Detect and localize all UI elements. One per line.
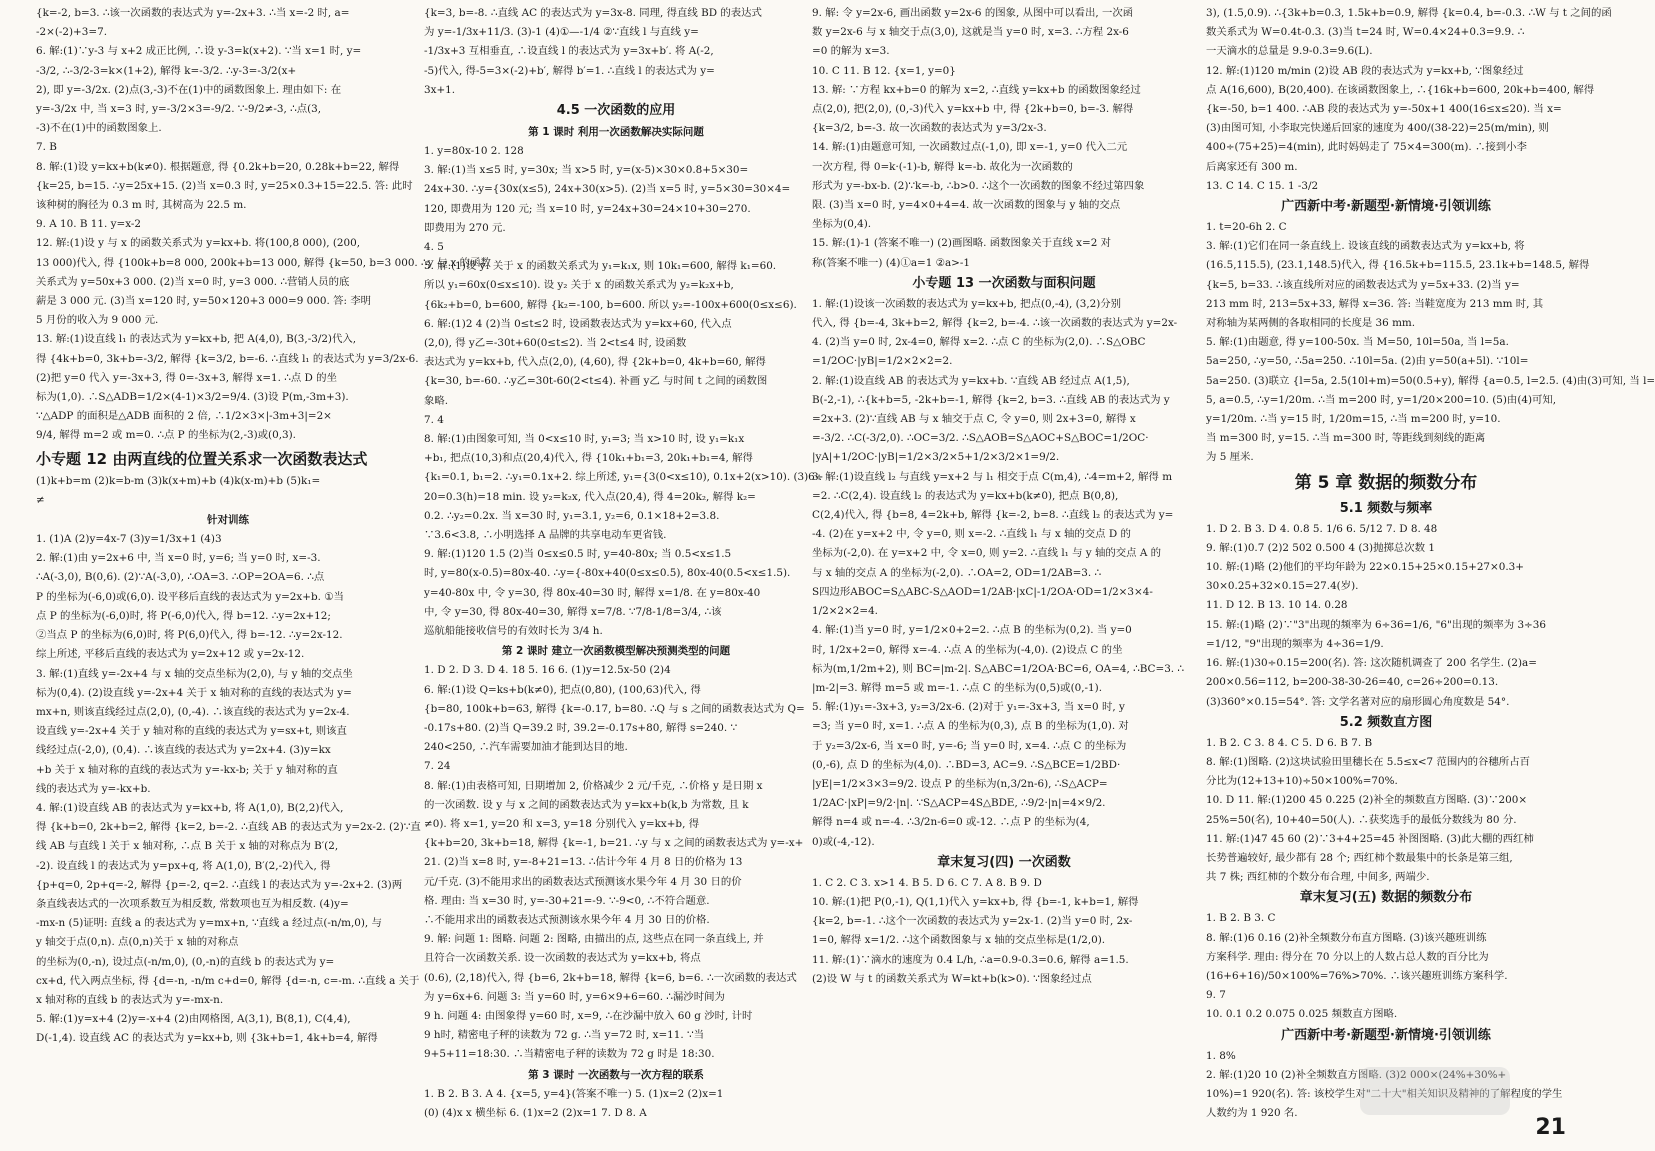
answer-line: {k=25, b=15. ∴y=25x+15. (2)当 x=0.3 时, y=25×0.3+15=22.5. 答: 此时 bbox=[36, 179, 413, 192]
answer-line: 标为(0,4). (2)设直线 y=-2x+4 关于 x 轴对称的直线的表达式为 y= bbox=[36, 686, 352, 699]
answer-line: 8. 解:(1)6 0.16 (2)补全频数分布直方图略. (3)该兴趣班训练 bbox=[1206, 931, 1487, 944]
answer-line: 11. 解:(1)47 45 60 (2)∵3+4+25=45 补图图略. (3)此大棚的西红柿 bbox=[1206, 832, 1534, 845]
answer-line: 9 h时, 精密电子秤的读数为 72 g. ∴当 y=72 时, x=11. ∵当 bbox=[424, 1029, 704, 1042]
answer-line: 标为(1,0). ∴S△ADB=1/2×(4-1)×3/2=9/4. (3)设 P(m,-3m+3). bbox=[36, 391, 349, 404]
answer-line: 得 {k+b=0, 2k+b=2, 解得 {k=2, b=-2. ∴直线 AB 的表达式为 y=2x-2. (2)∵直 bbox=[36, 821, 421, 834]
answer-line: 8. 解:(1)设 y=kx+b(k≠0). 根据题意, 得 {0.2k+b=20, 0.28k+b=22, 解得 bbox=[36, 160, 400, 173]
answer-line: 3. 解:(1)设直线 l₂ 与直线 y=x+2 与 l₁ 相交于点 C(m,4), ∴4=m+2, 解得 m bbox=[812, 470, 1173, 483]
answer-line: 0.2. ∴y₂=0.2x. 当 x=30 时, y₁=3.1, y₂=6, 0.1×18+2=3.8. bbox=[424, 509, 720, 522]
lesson-heading: 针对训练 bbox=[207, 514, 249, 527]
answer-line: {k=3, b=-8. ∴直线 AC 的表达式为 y=3x-8. 同理, 得直线 BD 的表达式 bbox=[424, 7, 762, 19]
answer-line: 为 5 厘米. bbox=[1206, 451, 1254, 464]
answer-line: 与 x 轴的交点 A 的坐标为(-2,0). ∴OA=2, OD=1/2AB=3. ∴ bbox=[812, 566, 1102, 579]
answer-line: 关系式为 y=50x+3 000. (2)当 x=0 时, y=3 000. ∴营销人员的底 bbox=[36, 275, 350, 288]
answer-line: (0) (4)x x 横坐标 6. (1)x=2 (2)x=1 7. D 8. A bbox=[424, 1106, 647, 1119]
answer-line: 的坐标为(0,-n), 设过点(-n/m,0), (0,-n)的直线 b 的表达式为 y= bbox=[36, 955, 335, 968]
answer-line: 21. (2)当 x=8 时, y=-8+21=13. ∴估计今年 4 月 8 日的价格为 13 bbox=[424, 856, 743, 869]
answer-line: (2)把 y=0 代入 y=-3x+3, 得 0=-3x+3, 解得 x=1. ∴点 D 的坐 bbox=[36, 371, 337, 384]
answer-line: {k=2, b=-1. ∴这个一次函数的表达式为 y=2x-1. (2)当 y=0 时, 2x- bbox=[812, 915, 1133, 928]
column-4 bbox=[1206, 4, 1655, 1124]
answer-line: 为 y=-1/3x+11/3. (3)-1 (4)①—-1/4 ②∵直线 l 与直线 y= bbox=[424, 26, 699, 39]
answer-line: 标为(m,1/2m+2), 则 BC=|m-2|. S△ABC=1/2OA·BC=6, OA=4, ∴BC=3. ∴ bbox=[812, 662, 1185, 675]
section-heading: 5.1 频数与频率 bbox=[1339, 500, 1433, 516]
answer-line: 象略. bbox=[424, 394, 449, 407]
answer-line: 巡航船能接收信号的有效时长为 3/4 h. bbox=[424, 625, 603, 638]
answer-line: y=1/20m. ∴当 y=15 时, 1/20m=15, ∴当 m=200 时, y=10. bbox=[1206, 413, 1501, 426]
answer-line: 5a=250. (3)联立 {l=5a, 2.5(10l+m)=50(0.5+y), 解得 {a=0.5, l=2.5. (4)由(3)可知, 当 l= bbox=[1206, 374, 1655, 387]
answer-line: 5. 解:(1)y₁=-3x+3, y₂=3/2x-6. (2)对于 y₁=-3x+3, 当 x=0 时, y bbox=[812, 701, 1125, 714]
answer-line: =1/12, "9"出现的频率为 4÷36=1/9. bbox=[1206, 637, 1384, 650]
answer-line: 5 月份的收入为 9 000 元. bbox=[36, 314, 159, 327]
answer-line: 线的表达式为 y=-kx+b. bbox=[36, 782, 151, 795]
answer-line: 6. 解:(1)设 Q=ks+b(k≠0), 把点(0,80), (100,63)代入, 得 bbox=[424, 683, 701, 696]
answer-line: (0.6), (2,18)代入, 得 {b=6, 2k+b=18, 解得 {k=6, b=6. ∴一次函数的表达式 bbox=[424, 971, 797, 984]
answer-line: {k+b=20, 3k+b=18, 解得 {k=-1, b=21. ∴y 与 x 之间的函数表达式为 y=-x+ bbox=[424, 837, 804, 850]
answer-line: 13. 解: ∵方程 kx+b=0 的解为 x=2, ∴直线 y=kx+b 的函数图象经过 bbox=[812, 83, 1141, 96]
answer-line: 30×0.25+32×0.15=27.4(岁). bbox=[1206, 580, 1359, 593]
answer-line: {k=30, b=-60. ∴y乙=30t-60(2<t≤4). 补画 y乙 与时间 t 之间的函数图 bbox=[424, 375, 768, 388]
answer-line: 20=0.3(h)=18 min. 设 y₂=k₂x, 代入点(20,4), 得 4=20k₂, 解得 k₂= bbox=[424, 490, 756, 503]
answer-line: 10. D 11. 解:(1)200 45 0.225 (2)补全的频数直方图略. (3)∵200× bbox=[1206, 794, 1528, 807]
answer-line: {k=-2, b=3. ∴该一次函数的表达式为 y=-2x+3. ∴当 x=-2 时, a= bbox=[36, 7, 350, 19]
answer-line: 5, a=0.5, ∴y=1/20m. ∴当 m=200 时, y=1/20×200=10. (5)由(4)可知, bbox=[1206, 393, 1557, 406]
answer-line: 0)或(-4,-12). bbox=[812, 835, 875, 848]
answer-line: 一天滴水的总量是 9.9-0.3=9.6(L). bbox=[1206, 45, 1373, 58]
answer-line: 形式为 y=-bx-b. (2)∵k=-b, ∴b>0. ∴这个一次函数的图象不经过第四象 bbox=[812, 179, 1145, 192]
answer-line: mx+n, 则该直线经过点(2,0), (0,-4). ∴该直线的表达式为 y=2x-4. bbox=[36, 705, 350, 718]
answer-line: 4. 解:(1)设直线 AB 的表达式为 y=kx+b, 将 A(1,0), B(2,2)代入, bbox=[36, 801, 344, 814]
answer-line: 1. B 2. C 3. 8 4. C 5. D 6. B 7. B bbox=[1206, 736, 1373, 749]
answer-line: 24x+30. ∴y={30x(x≤5), 24x+30(x>5). (2)当 x=5 时, y=5×30=30×4= bbox=[424, 183, 791, 196]
section-heading: 5.2 频数直方图 bbox=[1339, 714, 1433, 730]
answer-line: |yE|=1/2×3×3=9/2. 设点 P 的坐标为(n,3/2n-6), ∴S△ACP= bbox=[812, 777, 1108, 790]
answer-line: -4. (2)在 y=x+2 中, 令 y=0, 则 x=-2. ∴直线 l₁ 与 x 轴的交点 D 的 bbox=[812, 528, 1131, 541]
answer-line: 1. (1)A (2)y=4x-7 (3)y=1/3x+1 (4)3 bbox=[36, 533, 222, 546]
answer-line: 即费用为 270 元. bbox=[424, 221, 506, 234]
answer-line: -mx-n (5)证明: 直线 a 的表达式为 y=mx+n, ∵直线 a 经过点(-n/m,0), 与 bbox=[36, 917, 382, 930]
answer-line: 7. B bbox=[36, 141, 57, 154]
column-3 bbox=[812, 4, 1196, 1124]
answer-line: 4. (2)当 y=0 时, 2x-4=0, 解得 x=2. ∴点 C 的坐标为(2,0). ∴S△OBC bbox=[812, 336, 1146, 349]
answer-line: 6. 解:(1)2 4 (2)当 0≤t≤2 时, 设函数表达式为 y=kx+60, 代入点 bbox=[424, 317, 732, 330]
answer-line: 9. 解:(1)120 1.5 (2)当 0≤x≤0.5 时, y=40-80x; 当 0.5<x≤1.5 bbox=[424, 548, 732, 561]
lesson-heading: 第 2 课时 建立一次函数模型解决预测类型的问题 bbox=[501, 645, 731, 658]
answer-line: (3)360°×0.15=54°. 答: 文学名著对应的扇形圆心角度数是 54°. bbox=[1206, 695, 1510, 708]
answer-line: 14. 解:(1)由题意可知, 一次函数过点(-1,0), 即 x=-1, y=0 代入二元 bbox=[812, 141, 1128, 154]
answer-line: -2). 设直线 l 的表达式为 y=px+q, 将 A(1,0), B′(2,-2)代入, 得 bbox=[36, 859, 331, 872]
section-heading: 小专题 13 一次函数与面积问题 bbox=[912, 275, 1096, 291]
answer-line: 120, 即费用为 120 元; 当 x=10 时, y=24x+30=24×10+30=270. bbox=[424, 202, 751, 215]
answer-line: 1. D 2. D 3. D 4. 18 5. 16 6. (1)y=12.5x-50 (2)4 bbox=[424, 664, 671, 677]
answer-line: 15. 解:(1)略 (2)∵"3"出现的频率为 6÷36=1/6, "6"出现的频率为 3÷36 bbox=[1206, 618, 1546, 631]
answer-line: 后离家还有 300 m. bbox=[1206, 160, 1298, 173]
answer-line: 11. 解:(1)∵滴水的速度为 0.4 L/h, ∴a=0.9-0.3=0.6, 解得 a=1.5. bbox=[812, 953, 1129, 966]
answer-line: 12. 解:(1)120 m/min (2)设 AB 段的表达式为 y=kx+b, ∵图象经过 bbox=[1206, 64, 1524, 77]
answer-line: 2. 解:(1)20 10 (2)补全频数直方图略. (3)2 000×(24%+30%+ bbox=[1206, 1068, 1507, 1081]
answer-line: 10. 解:(1)略 (2)他们的平均年龄为 22×0.15+25×0.15+27×0.3+ bbox=[1206, 561, 1524, 574]
answer-line: 条直线表达式的一次项系数互为相反数, 常数项也互为相反数. (4)y= bbox=[36, 897, 349, 910]
answer-line: 9. 解:(1)0.7 (2)2 502 0.500 4 (3)抛掷总次数 1 bbox=[1206, 541, 1435, 554]
answer-line: ②当点 P 的坐标为(6,0)时, 将 P(6,0)代入, 得 b=-12. ∴y=2x-12. bbox=[36, 629, 343, 642]
answer-line: 且符合一次函数关系. 设一次函数的表达式为 y=kx+b, 将点 bbox=[424, 952, 701, 965]
answer-line: ≠ bbox=[36, 493, 45, 506]
answer-line: |m-2|=3. 解得 m=5 或 m=-1. ∴点 C 的坐标为(0,5)或(0,-1). bbox=[812, 681, 1103, 694]
answer-line: 3x+1. bbox=[424, 83, 456, 96]
answer-line: 线经过点(-2,0), (0,4). ∴该直线的表达式为 y=2x+4. (3)y=kx bbox=[36, 744, 331, 757]
answer-line: y=-3/2x 中, 当 x=3 时, y=-3/2×3=-9/2. ∵-9/2≠-3, ∴点(3, bbox=[36, 103, 322, 116]
answer-line: 4. 解:(1)当 y=0 时, y=1/2×0+2=2. ∴点 B 的坐标为(0,2). 当 y=0 bbox=[812, 624, 1132, 637]
answer-line: 中, 令 y=30, 得 80x-40=30, 解得 x=7/8. ∵7/8-1/8=3/4, ∴该 bbox=[424, 605, 722, 618]
section-heading: 广西新中考·新题型·新情境·引领训练 bbox=[1281, 1027, 1491, 1043]
answer-line: {k₁=0.1, b₁=2. ∴y₁=0.1x+2. 综上所述, y₁={3(0<x≤10), 0.1x+2(x>10). (3)6÷ bbox=[424, 471, 824, 484]
answer-line: 12. 解:(1)设 y 与 x 的函数关系式为 y=kx+b. 将(100,8 000), (200, bbox=[36, 237, 361, 250]
answer-line: -5)代入, 得-5=3×(-2)+b′, 解得 b′=1. ∴直线 l 的表达式为 y= bbox=[424, 64, 715, 77]
answer-line: P 的坐标为(-6,0)或(6,0). 设平移后直线的表达式为 y=2x+b. ①当 bbox=[36, 590, 344, 603]
answer-line: ≠0). 将 x=1, y=20 和 x=3, y=18 分别代入 y=kx+b, 得 bbox=[424, 817, 700, 830]
answer-line: 表达式为 y=kx+b, 代入点(2,0), (4,60), 得 {2k+b=0, 4k+b=60, 解得 bbox=[424, 356, 766, 369]
answer-line: 10. 解:(1)把 P(0,-1), Q(1,1)代入 y=kx+b, 得 {b=-1, k+b=1, 解得 bbox=[812, 895, 1139, 908]
answer-line: 1. D 2. B 3. D 4. 0.8 5. 1/6 6. 5/12 7. D 8. 48 bbox=[1206, 522, 1438, 535]
answer-line: 13. C 14. C 15. 1 -3/2 bbox=[1206, 179, 1319, 192]
answer-line: |yA|+1/2OC·|yB|=1/2×3/2×5+1/2×3/2×1=9/2. bbox=[812, 451, 1060, 464]
answer-line: 8. 解:(1)由图象可知, 当 0<x≤10 时, y₁=3; 当 x>10 时, 设 y₁=k₁x bbox=[424, 433, 745, 446]
answer-line: 为 y=6x+6. 问题 3: 当 y=60 时, y=6×9+6=60. ∴漏沙时间为 bbox=[424, 990, 725, 1003]
answer-line: 10. 0.1 0.2 0.075 0.025 频数直方图略. bbox=[1206, 1008, 1398, 1021]
answer-line: B(-2,-1), ∴{k+b=5, -2k+b=-1, 解得 {k=2, b=3. ∴直线 AB 的表达式为 y bbox=[812, 393, 1170, 406]
answer-line: {p+q=0, 2p+q=-2, 解得 {p=-2, q=2. ∴直线 l 的表达式为 y=-2x+2. (3)两 bbox=[36, 878, 403, 891]
answer-line: -2×(-2)+3=7. bbox=[36, 26, 107, 39]
answer-line: +b 关于 x 轴对称的直线的表达式为 y=-kx-b; 关于 y 轴对称的直 bbox=[36, 763, 338, 776]
watermark-logo bbox=[1360, 1067, 1510, 1115]
answer-line: C(2,4)代入, 得 {b=8, 4=2k+b, 解得 {k=-2, b=8. ∴直线 l₂ 的表达式为 y= bbox=[812, 509, 1174, 522]
answer-line: 综上所述, 平移后直线的表达式为 y=2x+12 或 y=2x-12. bbox=[36, 648, 305, 661]
answer-line: 薪是 3 000 元. (3)当 x=120 时, y=50×120+3 000=9 000. 答: 李明 bbox=[36, 295, 372, 308]
answer-line: 13 000)代入, 得 {100k+b=8 000, 200k+b=13 000, 解得 {k=50, b=3 000. ∴y 与 x 的函数 bbox=[36, 256, 491, 269]
answer-line: 7. 24 bbox=[424, 760, 451, 773]
answer-line: 得 {4k+b=0, 3k+b=-3/2, 解得 {k=3/2, b=-6. ∴直线 l₁ 的表达式为 y=3/2x-6. bbox=[36, 352, 419, 365]
lesson-heading: 第 3 课时 一次函数与一次方程的联系 bbox=[528, 1068, 704, 1081]
answer-line: 限. (3)当 x=0 时, y=4×0+4=4. 故一次函数的图象与 y 轴的交点 bbox=[812, 199, 1121, 212]
answer-line: 9+5+11=18:30. ∴当精密电子秤的读数为 72 g 时是 18:30. bbox=[424, 1048, 715, 1061]
answer-line: 8. 解:(1)图略. (2)这块试验田里穗长在 5.5≤x<7 范围内的谷穗所占百 bbox=[1206, 755, 1530, 768]
answer-line: (2)设 W 与 t 的函数关系式为 W=kt+b(k>0). ∵图象经过点 bbox=[812, 972, 1092, 985]
answer-line: 1. B 2. B 3. A 4. {x=5, y=4}(答案不唯一) 5. (1)x=2 (2)x=1 bbox=[424, 1087, 724, 1100]
answer-line: 3), (1.5,0.9). ∴{3k+b=0.3, 1.5k+b=0.9, 解得 {k=0.4, b=-0.3. ∴W 与 t 之间的函 bbox=[1206, 7, 1612, 19]
answer-line: 长势普遍较好, 最少都有 28 个; 西红柿个数最集中的长条是第三组, bbox=[1206, 851, 1513, 864]
answer-line: 3. 解:(1)它们在同一条直线上. 设该直线的函数表达式为 y=kx+b, 将 bbox=[1206, 240, 1525, 253]
answer-line: S四边形ABOC=S△ABC-S△AOD=1/2AB·|xC|-1/2OA·OD=1/2×3×4- bbox=[812, 585, 1153, 598]
answer-line: (16+6+16)/50×100%=76%>70%. ∴该兴趣班训练方案科学. bbox=[1206, 969, 1508, 982]
answer-line: 400÷(75+25)=4(min), 此时妈妈走了 75×4=300(m). ∴接到小李 bbox=[1206, 141, 1527, 154]
answer-line: 9/4, 解得 m=2 或 m=0. ∴点 P 的坐标为(2,-3)或(0,3). bbox=[36, 429, 296, 442]
answer-line: 线 AB 与直线 l 关于 x 轴对称, ∴点 B 关于 x 轴的对称点为 B′(2, bbox=[36, 840, 339, 853]
section-heading: 4.5 一次函数的应用 bbox=[556, 103, 676, 119]
answer-line: 7. 4 bbox=[424, 413, 444, 426]
answer-line: 1. 8% bbox=[1206, 1049, 1236, 1062]
answer-line: 一次方程, 得 0=k·(-1)-b, 解得 k=-b. 故化为一次函数的 bbox=[812, 160, 1073, 173]
answer-line: 3. 解:(1)当 x≤5 时, y=30x; 当 x>5 时, y=(x-5)×30×0.8+5×30= bbox=[424, 164, 749, 177]
answer-line: ∴A(-3,0), B(0,6). (2)∵A(-3,0), ∴OA=3. ∴OP=2OA=6. ∴点 bbox=[36, 571, 325, 584]
answer-line: 点(2,0), 把(2,0), (0,-3)代入 y=kx+b 中, 得 {2k+b=0, b=-3. 解得 bbox=[812, 103, 1134, 116]
answer-line: {b=80, 100k+b=63, 解得 {k=-0.17, b=80. ∴Q 与 s 之间的函数表达式为 Q= bbox=[424, 702, 805, 715]
answer-line: {k=-50, b=1 400. ∴AB 段的表达式为 y=-50x+1 400(16≤x≤20). 当 x= bbox=[1206, 103, 1562, 116]
answer-line: 格. 理由: 当 x=30 时, y=-30+21=-9. ∵-9<0, ∴不符合题意. bbox=[424, 894, 710, 907]
answer-line: 15. 解:(1)-1 (答案不唯一) (2)画图略. 函数图象关于直线 x=2 对 bbox=[812, 237, 1112, 250]
answer-line: -0.17s+80. (2)当 Q=39.2 时, 39.2=-0.17s+80, 解得 s=240. ∵ bbox=[424, 721, 738, 734]
answer-line: 25%=50(名), 10+40=50(人). ∴获奖选手的最低分数线为 80 分. bbox=[1206, 813, 1517, 826]
answer-line: ∵3.6<3.8, ∴小明选择 A 品牌的共享电动车更省钱. bbox=[424, 529, 667, 542]
answer-line: 9. 解: 问题 1: 图略. 问题 2: 图略, 由描出的点, 这些点在同一条直线上, 并 bbox=[424, 933, 764, 946]
answer-line: (0,-6), 点 D 的坐标为(4,0). ∴BD=3, AC=9. ∴S△BCE=1/2BD· bbox=[812, 758, 1121, 771]
answer-line: ∵△ADP 的面积是△ADB 面积的 2 倍, ∴1/2×3×|-3m+3|=2× bbox=[36, 410, 332, 423]
answer-line: 1. t=20-6h 2. C bbox=[1206, 221, 1287, 234]
answer-line: 1. y=80x-10 2. 128 bbox=[424, 145, 524, 158]
answer-line: 4. 5 bbox=[424, 241, 444, 254]
answer-line: 2), 即 y=-3/2x. (2)点(3,-3)不在(1)中的函数图象上. 理由如下: 在 bbox=[36, 83, 342, 96]
answer-line: 9. A 10. B 11. y=x-2 bbox=[36, 218, 141, 231]
answer-line: 5. 解:(1)y=x+4 (2)y=-x+4 (2)由网格图, A(3,1), B(8,1), C(4,4), bbox=[36, 1013, 351, 1026]
answer-line: =-3/2. ∴C(-3/2,0). ∴OC=3/2. ∴S△AOB=S△AOC+S△BOC=1/2OC· bbox=[812, 432, 1149, 445]
answer-line: =3; 当 y=0 时, x=1. ∴点 A 的坐标为(0,3), 点 B 的坐标为(1,0). 对 bbox=[812, 720, 1129, 733]
answer-line: -1/3x+3 互相垂直, ∴设直线 l 的表达式为 y=3x+b′. 将 A(-2, bbox=[424, 45, 714, 58]
answer-line: 1/2×2×2=4. bbox=[812, 605, 878, 618]
answer-line: 1. C 2. C 3. x>1 4. B 5. D 6. C 7. A 8. B 9. D bbox=[812, 876, 1042, 889]
answer-line: 时, 1/2x+2=0, 解得 x=-4. ∴点 A 的坐标为(-4,0). (2)设点 C 的坐 bbox=[812, 643, 1123, 656]
answer-line: 坐标为(-2,0). 在 y=x+2 中, 令 x=0, 则 y=2. ∴直线 l₁ 与 y 轴的交点 A 的 bbox=[812, 547, 1162, 560]
answer-line: (1)k+b=m (2)k=b-m (3)k(x+m)+b (4)k(x-m)+b (5)k₁= bbox=[36, 474, 321, 487]
answer-line: 10. C 11. B 12. {x=1, y=0} bbox=[812, 64, 956, 77]
answer-line: 5a=250, ∴y=50, ∴5a=250. ∴10l=5a. (2)由 y=50(a+5l). ∵10l= bbox=[1206, 355, 1529, 368]
answer-line: {k=5, b=33. ∴该直线所对应的函数表达式为 y=5x+33. (2)当 y= bbox=[1206, 278, 1520, 291]
answer-line: 2. 解:(1)由 y=2x+6 中, 当 x=0 时, y=6; 当 y=0 时, x=-3. bbox=[36, 552, 321, 565]
answer-line: (3)由图可知, 小李取完快递后回家的速度为 400/(38-22)=25(m/min), 则 bbox=[1206, 122, 1549, 135]
answer-line: 240<250, ∴汽车需要加油才能到达目的地. bbox=[424, 741, 628, 754]
chapter-heading: 第 5 章 数据的频数分布 bbox=[1294, 472, 1478, 493]
answer-line: 6. 解:(1)∵y-3 与 x+2 成正比例, ∴设 y-3=k(x+2). ∵当 x=1 时, y= bbox=[36, 45, 362, 58]
answer-line: +b₁, 把点(10,3)和点(20,4)代入, 得 {10k₁+b₁=3, 20k₁+b₁=4, 解得 bbox=[424, 452, 753, 465]
answer-line: -3/2, ∴-3/2-3=k×(1+2), 解得 k=-3/2. ∴y-3=-3/2(x+ bbox=[36, 64, 297, 77]
topic-heading: 小专题 12 由两直线的位置关系求一次函数表达式 bbox=[36, 449, 368, 468]
answer-line: 元/千克. (3)不能用求出的函数表达式预测该水果今年 4 月 30 日的价 bbox=[424, 875, 742, 888]
answer-line: {k=3/2, b=-3. 故一次函数的表达式为 y=3/2x-3. bbox=[812, 122, 1047, 135]
answer-line: (16.5,115.5), (23.1,148.5)代入, 得 {16.5k+b=115.5, 23.1k+b=148.5, 解得 bbox=[1206, 259, 1590, 272]
answer-line: 坐标为(0,4). bbox=[812, 218, 872, 231]
answer-line: 点 P 的坐标为(-6,0)时, 将 P(-6,0)代入, 得 b=12. ∴y=2x+12; bbox=[36, 609, 331, 622]
answer-line: =2. ∴C(2,4). 设直线 l₂ 的表达式为 y=kx+b(k≠0), 把点 B(0,8), bbox=[812, 489, 1119, 502]
answer-line: x 轴对称的直线 b 的表达式为 y=-mx-n. bbox=[36, 993, 224, 1006]
answer-line: =1/2OC·|yB|=1/2×2×2=2. bbox=[812, 355, 953, 368]
answer-line: 对称轴为某两侧的各取相同的长度是 36 mm. bbox=[1206, 317, 1416, 330]
answer-line: 数 y=2x-6 与 x 轴交于点(3,0), 这就是当 y=0 时, x=3. ∴方程 2x-6 bbox=[812, 26, 1129, 39]
page-number: 21 bbox=[1535, 1115, 1566, 1140]
column-2 bbox=[424, 4, 824, 1124]
answer-line: 16. 解:(1)30÷0.15=200(名). 答: 这次随机调查了 200 名学生. (2)a= bbox=[1206, 657, 1537, 670]
answer-line: 数关系式为 W=0.4t-0.3. (3)当 t=24 时, W=0.4×24+0.3=9.9. ∴ bbox=[1206, 26, 1525, 39]
answer-line: 共 7 株; 西红柿的个数分布合理, 中间多, 两端少. bbox=[1206, 871, 1430, 884]
answer-line: 5. 解:(1)设 y₁ 关于 x 的函数关系式为 y₁=k₁x, 则 10k₁=600, 解得 k₁=60. bbox=[424, 260, 777, 273]
answer-line: 代入, 得 {b=-4, 3k+b=2, 解得 {k=2, b=-4. ∴该一次函数的表达式为 y=2x- bbox=[812, 317, 1178, 330]
section-heading: 广西新中考·新题型·新情境·引领训练 bbox=[1281, 199, 1491, 215]
answer-line: 分比为(12+13+10)÷50×100%=70%. bbox=[1206, 775, 1398, 788]
answer-line: (2,0), 得 y乙=-30t+60(0≤t≤2). 当 2<t≤4 时, 设函数 bbox=[424, 337, 687, 350]
answer-line: -3)不在(1)中的函数图象上. bbox=[36, 122, 162, 135]
answer-line: 所以 y₁=60x(0≤x≤10). 设 y₂ 关于 x 的函数关系式为 y₂=k₂x+b, bbox=[424, 279, 734, 292]
answer-line: 213 mm 时, 213=5x+33, 解得 x=36. 答: 当鞋宽度为 213 mm 时, 其 bbox=[1206, 297, 1544, 310]
answer-line: y=40-80x 中, 令 y=30, 得 80x-40=30 时, 解得 x=1/8. 在 y=80x-40 bbox=[424, 586, 761, 599]
answer-line: ∴不能用求出的函数表达式预测该水果今年 4 月 30 日的价格. bbox=[424, 913, 710, 926]
answer-line: 3. 解:(1)直线 y=-2x+4 与 x 轴的交点坐标为(2,0), 与 y 轴的交点坐 bbox=[36, 667, 353, 680]
answer-line: 2. 解:(1)设直线 AB 的表达式为 y=kx+b. ∵直线 AB 经过点 A(1,5), bbox=[812, 374, 1130, 387]
answer-line: 11. D 12. B 13. 10 14. 0.28 bbox=[1206, 599, 1348, 612]
answer-line: 人数约为 1 920 名. bbox=[1206, 1107, 1298, 1120]
answer-line: 方案科学. 理由: 得分在 70 分以上的人数占总人数的百分比为 bbox=[1206, 950, 1489, 963]
answer-line: 1=0, 解得 x=1/2. ∴这个函数图象与 x 轴的交点坐标是(1/2,0). bbox=[812, 934, 1106, 947]
section-heading: 章末复习(四) 一次函数 bbox=[937, 854, 1071, 870]
answer-line: 1. B 2. B 3. C bbox=[1206, 912, 1276, 925]
answer-line: 该种树的胸径为 0.3 m 时, 其树高为 22.5 m. bbox=[36, 199, 247, 212]
answer-line: 9 h. 问题 4: 由图象得 y=60 时, x=9, ∴在沙漏中放入 60 g 沙时, 计时 bbox=[424, 1009, 753, 1022]
answer-line: 13. 解:(1)设直线 l₁ 的表达式为 y=kx+b, 把 A(4,0), B(3,-3/2)代入, bbox=[36, 333, 357, 346]
answer-line: 1/2AC·|xP|=9/2·|n|. ∵S△ACP=4S△BDE, ∴9/2·|n|=4×9/2. bbox=[812, 797, 1106, 810]
answer-line: 解得 n=4 或 n=-4. ∴3/2n-6=0 或-12. ∴点 P 的坐标为(4, bbox=[812, 816, 1090, 829]
answer-line: y 轴交于点(0,n). 点(0,n)关于 x 轴的对称点 bbox=[36, 936, 239, 949]
answer-line: 设直线 y=-2x+4 关于 y 轴对称的直线的表达式为 y=sx+t, 则该直 bbox=[36, 725, 347, 738]
answer-line: 点 A(16,600), B(20,400). 在该函数图象上, ∴{16k+b=600, 20k+b=400, 解得 bbox=[1206, 83, 1595, 96]
answer-line: 1. 解:(1)设该一次函数的表达式为 y=kx+b, 把点(0,-4), (3,2)分别 bbox=[812, 297, 1122, 310]
answer-line: 200×0.56=112, b=200-38-30-26=40, c=26÷200=0.13. bbox=[1206, 676, 1499, 689]
answer-line: {6k₂+b=0, b=600, 解得 {k₂=-100, b=600. 所以 y₂=-100x+600(0≤x≤6). bbox=[424, 298, 797, 311]
answer-line: 于 y₂=3/2x-6, 当 x=0 时, y=-6; 当 y=0 时, x=4. ∴点 C 的坐标为 bbox=[812, 739, 1127, 752]
answer-line: 10%)=1 920(名). 答: 该校学生对"二十大"相关知识及精神的了解程度的学生 bbox=[1206, 1087, 1563, 1100]
answer-line: =2x+3. (2)∵直线 AB 与 x 轴交于点 C, 令 y=0, 则 2x+3=0, 解得 x bbox=[812, 413, 1136, 426]
answer-line: 当 m=300 时, y=15. ∴当 m=300 时, 等距线到刻线的距离 bbox=[1206, 432, 1486, 445]
answer-line: 时, y=80(x-0.5)=80x-40. ∴y={-80x+40(0≤x≤0.5), 80x-40(0.5<x≤1.5). bbox=[424, 567, 791, 580]
answer-line: =0 的解为 x=3. bbox=[812, 45, 890, 58]
answer-line: cx+d, 代入两点坐标, 得 {d=-n, -n/m c+d=0, 解得 {d=-n, c=-m. ∴直线 a 关于 bbox=[36, 974, 420, 987]
section-heading: 章末复习(五) 数据的频数分布 bbox=[1299, 890, 1473, 906]
answer-line: D(-1,4). 设直线 AC 的表达式为 y=kx+b, 则 {3k+b=1, 4k+b=4, 解得 bbox=[36, 1032, 378, 1045]
answer-line: 9. 解: 令 y=2x-6, 画出函数 y=2x-6 的图象, 从图中可以看出, 一次函 bbox=[812, 7, 1134, 19]
answer-line: 的一次函数. 设 y 与 x 之间的函数表达式为 y=kx+b(k,b 为常数, 且 k bbox=[424, 798, 749, 811]
lesson-heading: 第 1 课时 利用一次函数解决实际问题 bbox=[528, 126, 704, 139]
answer-line: 5. 解:(1)由题意, 得 y=100-50x. 当 M=50, 10l=50a, 当 l=5a. bbox=[1206, 336, 1509, 349]
answer-line: 8. 解:(1)由表格可知, 日期增加 2, 价格减少 2 元/千克, ∴价格 y 是日期 x bbox=[424, 779, 763, 792]
answer-line: 称(答案不唯一) (4)①a=1 ②a>-1 bbox=[812, 256, 971, 269]
answer-line: 9. 7 bbox=[1206, 989, 1226, 1002]
